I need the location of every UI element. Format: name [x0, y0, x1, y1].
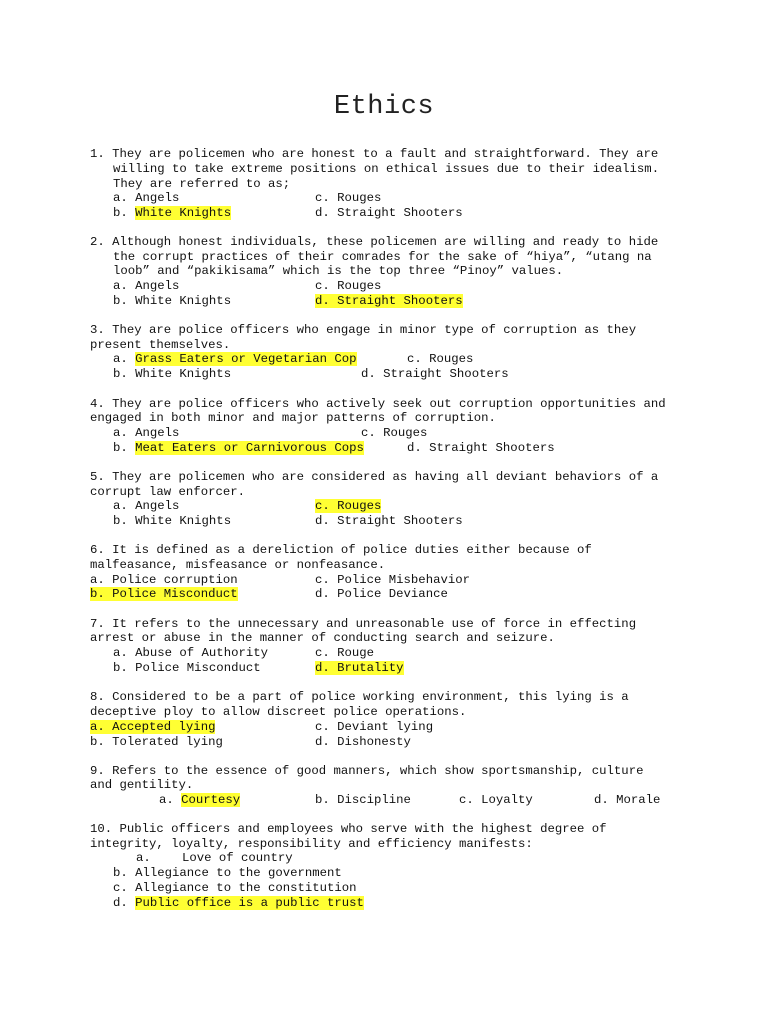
q5-option-d: d. Straight Shooters — [315, 514, 463, 528]
q7-answer-highlight: d. Brutality — [315, 661, 404, 675]
page-title: Ethics — [333, 92, 435, 122]
q3-option-d: d. Straight Shooters — [361, 367, 509, 381]
q7-stem-line-2: arrest or abuse in the manner of conducting search and seizure. — [90, 631, 555, 645]
q5-option-c — [315, 499, 381, 514]
q3-option-a-prefix: a. — [113, 352, 136, 366]
q3-stem-line-1: 3. They are police officers who engage in minor type of corruption as they — [90, 323, 637, 337]
q4-stem-line-2: engaged in both minor and major patterns of corruption. — [90, 411, 496, 425]
q8-answer-highlight: a. Accepted lying — [90, 720, 216, 734]
q3-option-a — [113, 352, 357, 367]
q6-stem-line-1: 6. It is defined as a dereliction of police duties either because of — [90, 543, 592, 557]
q10-option-b: b. Allegiance to the government — [113, 866, 342, 880]
q4-answer-highlight: Meat Eaters or Carnivorous Cops — [135, 441, 364, 455]
q9-stem-line-2: and gentility. — [90, 778, 194, 792]
q2-stem-line-3: loob” and “pakikisama” which is the top three “Pinoy” values. — [113, 264, 564, 278]
q10-stem-line-1: 10. Public officers and employees who serve with the highest degree of — [90, 822, 607, 836]
q10-option-d — [113, 896, 364, 911]
q3-option-b: b. White Knights — [113, 367, 232, 381]
q7-stem-line-1: 7. It refers to the unnecessary and unreasonable use of force in effecting — [90, 617, 637, 631]
q6-option-c: c. Police Misbehavior — [315, 573, 470, 587]
q5-answer-highlight: c. Rouges — [315, 499, 382, 513]
q1-stem-line-1: 1. They are policemen who are honest to a fault and straightforward. They are — [90, 147, 659, 161]
q8-option-a — [90, 720, 215, 735]
q5-option-a: a. Angels — [113, 499, 180, 513]
q7-option-b: b. Police Misconduct — [113, 661, 261, 675]
q10-option-a-prefix: a. — [136, 851, 151, 865]
q1-stem-line-3: They are referred to as; — [113, 177, 291, 191]
q1-answer-highlight: White Knights — [135, 206, 232, 220]
q1-option-d: d. Straight Shooters — [315, 206, 463, 220]
q6-option-d: d. Police Deviance — [315, 587, 448, 601]
q6-answer-highlight: b. Police Misconduct — [90, 587, 238, 601]
q2-stem-line-2: the corrupt practices of their comrades for the sake of “hiya”, “utang na — [113, 250, 652, 264]
q9-stem-line-1: 9. Refers to the essence of good manners, which show sportsmanship, culture — [90, 764, 644, 778]
q4-option-a: a. Angels — [113, 426, 180, 440]
q6-option-a: a. Police corruption — [90, 573, 238, 587]
q2-option-d — [315, 294, 463, 309]
q3-stem-line-2: present themselves. — [90, 338, 231, 352]
q10-answer-highlight: Public office is a public trust — [135, 896, 364, 910]
q1-option-c: c. Rouges — [315, 191, 382, 205]
q10-option-a: Love of country — [182, 851, 293, 865]
q8-option-c: c. Deviant lying — [315, 720, 434, 734]
q2-stem-line-1: 2. Although honest individuals, these policemen are willing and ready to hide — [90, 235, 659, 249]
q4-stem-line-1: 4. They are police officers who actively seek out corruption opportunities and — [90, 397, 666, 411]
q6-stem-line-2: malfeasance, misfeasance or nonfeasance. — [90, 558, 386, 572]
q5-stem-line-1: 5. They are policemen who are considered as having all deviant behaviors of a — [90, 470, 659, 484]
q7-option-d — [315, 661, 404, 676]
q4-option-c: c. Rouges — [361, 426, 428, 440]
q9-option-b: b. Discipline — [315, 793, 411, 807]
q5-option-b: b. White Knights — [113, 514, 232, 528]
q9-answer-highlight: Courtesy — [181, 793, 241, 807]
q2-option-c: c. Rouges — [315, 279, 382, 293]
q8-option-b: b. Tolerated lying — [90, 735, 223, 749]
q1-option-b-prefix: b. — [113, 206, 136, 220]
q1-option-b — [113, 206, 231, 221]
q1-option-a: a. Angels — [113, 191, 180, 205]
q7-option-a: a. Abuse of Authority — [113, 646, 268, 660]
q8-stem-line-1: 8. Considered to be a part of police working environment, this lying is a — [90, 690, 629, 704]
q8-stem-line-2: deceptive ploy to allow discreet police operations. — [90, 705, 467, 719]
q3-option-c: c. Rouges — [407, 352, 474, 366]
q2-option-a: a. Angels — [113, 279, 180, 293]
q4-option-d: d. Straight Shooters — [407, 441, 555, 455]
q9-option-d: d. Morale — [594, 793, 661, 807]
q7-option-c: c. Rouge — [315, 646, 375, 660]
q2-answer-highlight: d. Straight Shooters — [315, 294, 463, 308]
q1-stem-line-2: willing to take extreme positions on ethical issues due to their idealism. — [113, 162, 660, 176]
q9-option-a — [159, 793, 240, 808]
q8-option-d: d. Dishonesty — [315, 735, 411, 749]
q6-option-b — [90, 587, 238, 602]
q4-option-b-prefix: b. — [113, 441, 136, 455]
q3-answer-highlight: Grass Eaters or Vegetarian Cop — [135, 352, 357, 366]
q10-option-d-prefix: d. — [113, 896, 136, 910]
q10-option-c: c. Allegiance to the constitution — [113, 881, 357, 895]
q10-stem-line-2: integrity, loyalty, responsibility and efficiency manifests: — [90, 837, 533, 851]
q2-option-b: b. White Knights — [113, 294, 232, 308]
q5-stem-line-2: corrupt law enforcer. — [90, 485, 245, 499]
q9-option-c: c. Loyalty — [459, 793, 533, 807]
q9-option-a-prefix: a. — [159, 793, 182, 807]
q4-option-b — [113, 441, 364, 456]
